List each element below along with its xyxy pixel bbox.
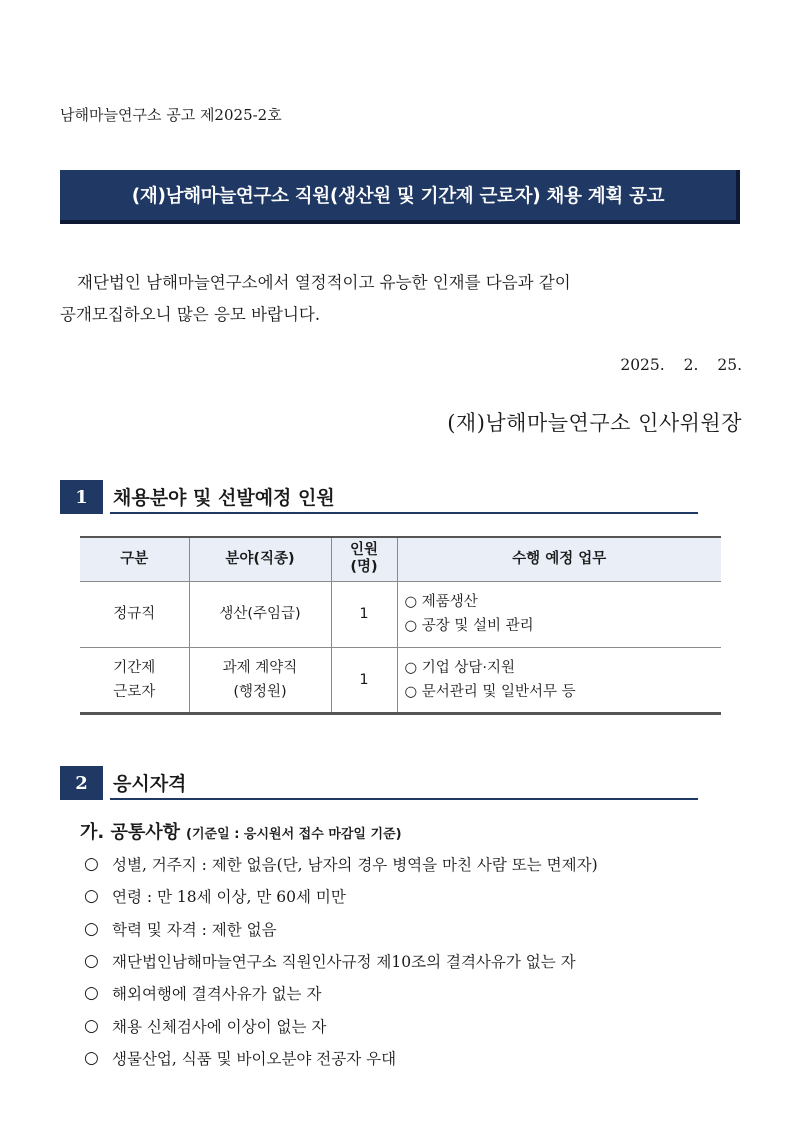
section-title: 채용분야 및 선발예정 인원 [113, 487, 335, 509]
duty-item: ○ 문서관리 및 일반서무 등 [404, 683, 576, 700]
cell-count: 1 [331, 647, 397, 713]
list-item-text: 채용 신체검사에 이상이 없는 자 [112, 1017, 327, 1036]
list-item [84, 977, 598, 1009]
table-header-row [80, 537, 721, 581]
section-underline [110, 798, 698, 800]
intro-paragraph [60, 267, 750, 331]
cell-field [189, 647, 331, 713]
qualification-list [84, 848, 598, 1074]
circle-bullet-icon: ○ [84, 951, 99, 972]
cell-field [189, 581, 331, 647]
list-item [84, 1042, 598, 1074]
cell-duties [397, 581, 721, 647]
intro-line-1: 재단법인 남해마늘연구소에서 열정적이고 유능한 인재를 다음과 같이 [77, 273, 571, 292]
list-item-text: 성별, 거주지 : 제한 없음(단, 남자의 경우 병역을 마친 사람 또는 면제자) [112, 856, 598, 875]
list-item [84, 913, 598, 945]
cell-category [80, 647, 189, 713]
section-number: 1 [60, 480, 103, 514]
cell-text: 정규직 [113, 606, 156, 622]
header-duties: 수행 예정 업무 [397, 537, 721, 581]
notice-date: 2025. 2. 25. [620, 356, 742, 374]
circle-bullet-icon: ○ [84, 1047, 99, 1068]
header-field: 분야(직종) [189, 537, 331, 581]
cell-text: (행정원) [233, 683, 287, 700]
list-item-text: 재단법인남해마늘연구소 직원인사규정 제10조의 결격사유가 없는 자 [112, 953, 576, 972]
circle-bullet-icon: ○ [84, 983, 99, 1004]
circle-bullet-icon: ○ [84, 918, 99, 939]
cell-text: 근로자 [113, 683, 156, 700]
header-count-line-2: (명) [350, 559, 378, 576]
list-item-text: 생물산업, 식품 및 바이오분야 전공자 우대 [112, 1049, 397, 1068]
duty-item: ○ 제품생산 [404, 594, 478, 610]
section-heading-1 [60, 480, 698, 514]
duty-item: ○ 공장 및 설비 관리 [404, 618, 534, 634]
list-item-text: 해외여행에 결격사유가 없는 자 [112, 985, 322, 1004]
cell-duties [397, 647, 721, 713]
sub-heading-note: (기준일 : 응시원서 접수 마감일 기준) [186, 827, 402, 842]
header-category: 구분 [80, 537, 189, 581]
list-item [84, 1009, 598, 1041]
duty-item: ○ 기업 상담·지원 [404, 659, 516, 676]
table-row [80, 581, 721, 647]
cell-text: 생산(주임급) [219, 606, 301, 622]
intro-line-2: 공개모집하오니 많은 응모 바랍니다. [60, 305, 321, 324]
section-heading-2 [60, 766, 698, 800]
list-item [84, 945, 598, 977]
section-title: 응시자격 [113, 773, 187, 795]
list-item-text: 연령 : 만 18세 이상, 만 60세 미만 [112, 888, 346, 907]
list-item [84, 880, 598, 912]
recruitment-table [80, 536, 721, 715]
section-underline [110, 512, 698, 514]
section-number: 2 [60, 766, 103, 800]
cell-count: 1 [331, 581, 397, 647]
cell-text: 과제 계약직 [222, 659, 298, 676]
circle-bullet-icon: ○ [84, 854, 99, 875]
cell-category [80, 581, 189, 647]
notice-title: (재)남해마늘연구소 직원(생산원 및 기간제 근로자) 채용 계획 공고 [60, 170, 740, 224]
sub-heading-title: 가. 공통사항 [80, 822, 181, 843]
sub-heading [80, 818, 402, 844]
cell-text: 기간제 [113, 659, 156, 676]
circle-bullet-icon: ○ [84, 886, 99, 907]
circle-bullet-icon: ○ [84, 1015, 99, 1036]
notice-number: 남해마늘연구소 공고 제2025-2호 [60, 106, 282, 124]
list-item [84, 848, 598, 880]
header-count [331, 537, 397, 581]
list-item-text: 학력 및 자격 : 제한 없음 [112, 920, 277, 939]
table-row [80, 647, 721, 713]
issuer: (재)남해마늘연구소 인사위원장 [447, 411, 742, 435]
header-count-line-1: 인원 [349, 542, 378, 559]
